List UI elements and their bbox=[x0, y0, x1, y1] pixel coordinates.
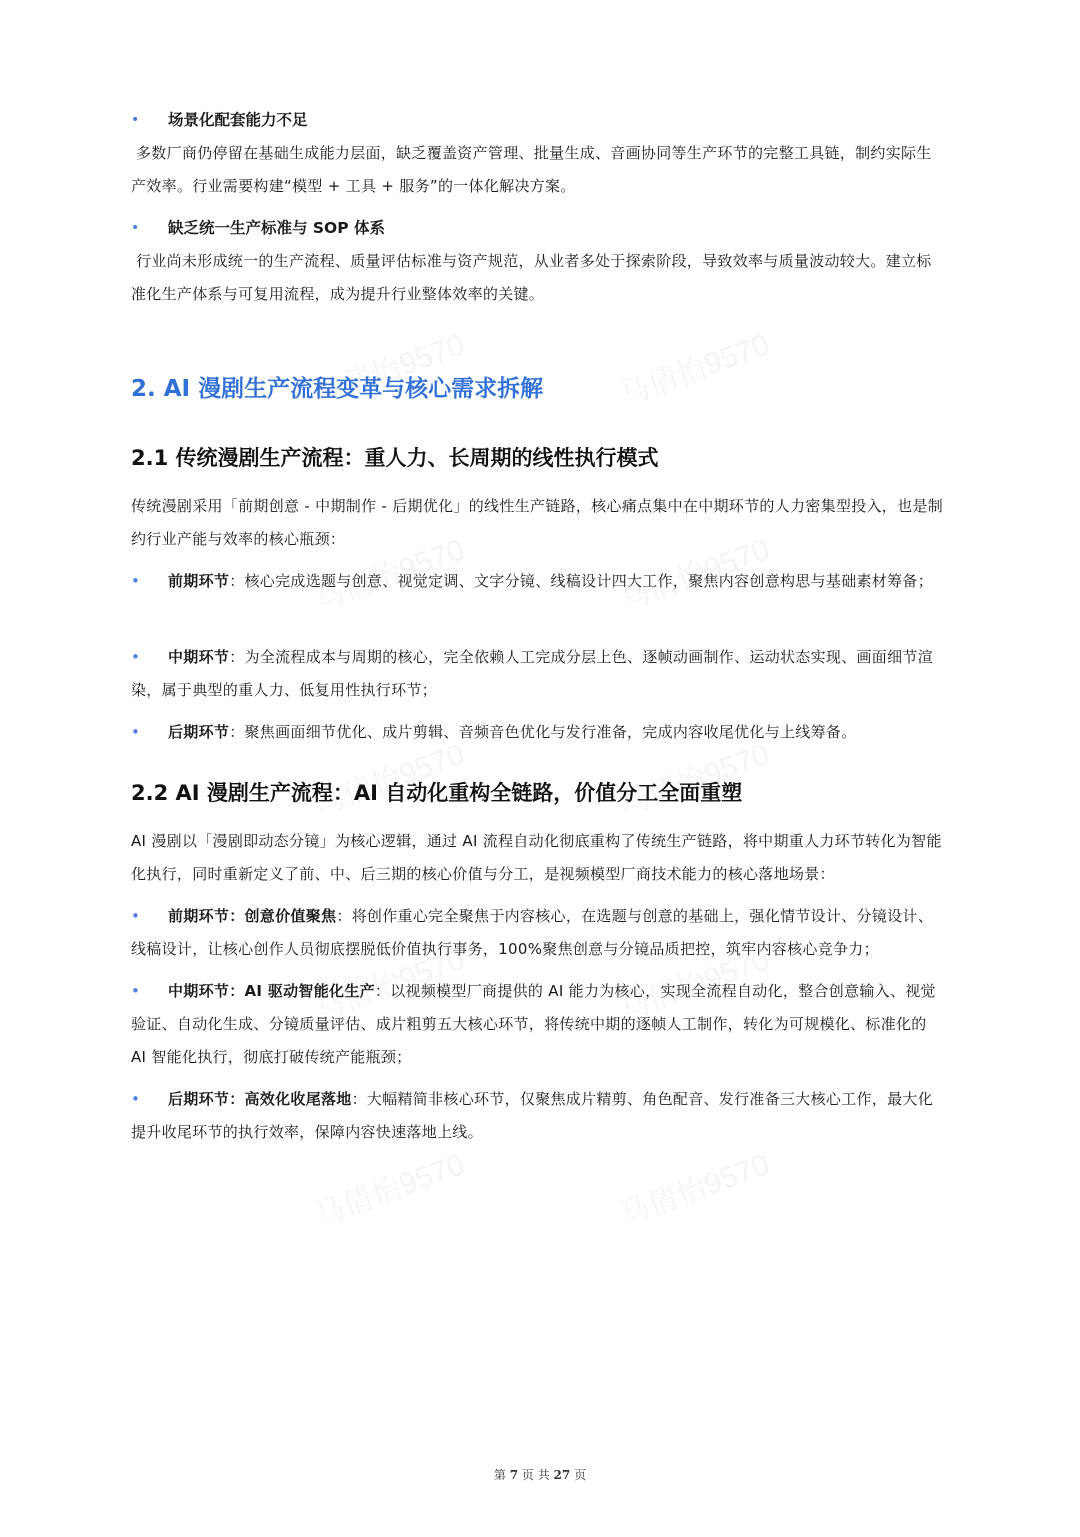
list-item-label: 中期环节 bbox=[168, 648, 230, 666]
section-heading: 2. AI 漫剧生产流程变革与核心需求拆解 bbox=[131, 376, 544, 402]
list-item bbox=[131, 716, 943, 749]
list-item-text: ：将创作重心完全聚焦于内容核心，在选题与创意的基础上，强化情节设计、分镜设计、线稿设计，让核心创作人员彻底摆脱低价值执行事务，100%聚焦创意与分镜品质把控，筑牢内容核心竞争力； bbox=[131, 907, 934, 958]
page-footer bbox=[0, 1466, 1080, 1483]
bullet-icon: • bbox=[131, 907, 141, 925]
list-item bbox=[131, 900, 943, 966]
bullet-icon: • bbox=[131, 982, 141, 1000]
bullet-icon: • bbox=[131, 572, 141, 590]
item-title: 场景化配套能力不足 bbox=[168, 111, 308, 129]
list-item-text: ：为全流程成本与周期的核心，完全依赖人工完成分层上色、逐帧动画制作、运动状态实现、画面细节渲染，属于典型的重人力、低复用性执行环节； bbox=[131, 648, 934, 699]
subsection-intro: 传统漫剧采用「前期创意 - 中期制作 - 后期优化」的线性生产链路，核心痛点集中在中期环节的人力密集型投入，也是制约行业产能与效率的核心瓶颈： bbox=[131, 497, 944, 548]
watermark bbox=[612, 320, 774, 415]
watermark bbox=[612, 1140, 774, 1235]
item-title: 缺乏统一生产标准与 SOP 体系 bbox=[168, 219, 385, 237]
bullet-icon: • bbox=[131, 112, 140, 128]
list-item-text: ：聚焦画面细节优化、成片剪辑、音频音色优化与发行准备，完成内容收尾优化与上线筹备。 bbox=[229, 723, 857, 741]
footer-page-number: 7 bbox=[509, 1468, 519, 1482]
list-item-label: 后期环节：高效化收尾落地 bbox=[168, 1090, 352, 1108]
list-item-label: 中期环节：AI 驱动智能化生产 bbox=[168, 982, 375, 1000]
list-item-label: 前期环节 bbox=[168, 572, 230, 590]
subsection-intro: AI 漫剧以「漫剧即动态分镜」为核心逻辑，通过 AI 流程自动化彻底重构了传统生产链路，将中期重人力环节转化为智能化执行，同时重新定义了前、中、后三期的核心价值与分工，是视频模型厂商技术能力的核心落地场景： bbox=[131, 832, 942, 883]
footer-suffix: 页 bbox=[570, 1468, 587, 1482]
list-item-text: ：大幅精简非核心环节，仅聚焦成片精剪、角色配音、发行准备三大核心工作，最大化提升收尾环节的执行效率，保障内容快速落地上线。 bbox=[131, 1090, 934, 1141]
bullet-icon: • bbox=[131, 648, 141, 666]
footer-prefix: 第 bbox=[493, 1468, 510, 1482]
list-item bbox=[131, 975, 943, 1074]
item-body: 行业尚未形成统一的生产流程、质量评估标准与资产规范，从业者多处于探索阶段，导致效率与质量波动较大。建立标准化生产体系与可复用流程，成为提升行业整体效率的关键。 bbox=[131, 252, 932, 303]
list-item bbox=[131, 641, 943, 707]
list-item bbox=[131, 565, 943, 598]
watermark bbox=[307, 1140, 469, 1235]
subsection-heading: 2.2 AI 漫剧生产流程：AI 自动化重构全链路，价值分工全面重塑 bbox=[131, 781, 743, 805]
bullet-icon: • bbox=[131, 723, 141, 741]
list-item-text: ：核心完成选题与创意、视觉定调、文字分镜、线稿设计四大工作，聚焦内容创意构思与基础素材筹备； bbox=[229, 572, 934, 590]
footer-mid: 页 共 bbox=[518, 1468, 554, 1482]
list-item-label: 后期环节 bbox=[168, 723, 230, 741]
item-body: 多数厂商仍停留在基础生成能力层面，缺乏覆盖资产管理、批量生成、音画协同等生产环节的完整工具链，制约实际生产效率。行业需要构建“模型 + 工具 + 服务”的一体化解决方案。 bbox=[131, 144, 932, 195]
bullet-icon: • bbox=[131, 220, 140, 236]
bullet-icon: • bbox=[131, 1090, 141, 1108]
list-item-label: 前期环节：创意价值聚焦 bbox=[168, 907, 337, 925]
footer-total-pages: 27 bbox=[553, 1468, 571, 1482]
list-item-text: ：以视频模型厂商提供的 AI 能力为核心，实现全流程自动化，整合创意输入、视觉验证、自动化生成、分镜质量评估、成片粗剪五大核心环节，将传统中期的逐帧人工制作，转化为可规模化、标准化的 AI 智能化执行，彻底打破传统产能瓶颈； bbox=[131, 982, 936, 1066]
list-item bbox=[131, 1083, 943, 1149]
subsection-heading: 2.1 传统漫剧生产流程：重人力、长周期的线性执行模式 bbox=[131, 446, 659, 470]
